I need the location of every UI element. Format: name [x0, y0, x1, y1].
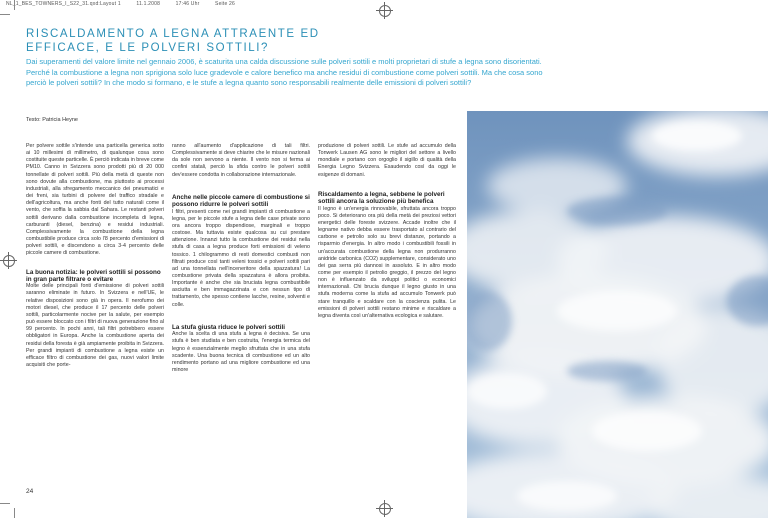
- print-slug: [6, 1, 249, 7]
- article-title: RISCALDAMENTO A LEGNA ATTRAENTE ED EFFICACE, E LE POLVERI SOTTILI?: [26, 28, 320, 54]
- paragraph: Per polvere sottile s'intende una particella generica sotto ai 10 millesimi di millimetro, di qualunque cosa sono costituite queste particelle. È perciò indicata in breve come PM10. Canno in Svizzera sono prodotti più di 20 000 tonnellate di polveri sottili. Più della metà di queste non sono dovute alla combustione, ma piuttosto ai processi industriali, alla sfregamento meccanico dei pneumatici e dei freni, sia turbini di polvere del traffico stradale e dell'agricoltura, ma anche fonti del tutto naturali come il vento, che soffia la sabbia dal Sahara. Le restanti polveri sottili derivano dalla combustione incompleta di legna, carburanti (diesel, benzina) e residui industriali. Complessivamente la combustione della legna combustibile produce circa solo l'8 percento d'emissioni di polveri sottili, e discendono a circa 3-4 percento delle piccole camere di combustione.: [26, 143, 164, 257]
- paragraph: ranno all'aumento d'applicazione di tali filtri. Complessivamente si deve chiarire che le misure nazionali da sole non servono a niente. Il vento non si ferma ai confini statali, perciò la sfida contro le polveri sottili dev'essere condotta in collaborazione internazionale.: [172, 143, 310, 178]
- slug-page: Seite 26: [215, 1, 235, 7]
- subheading: La buona notizia: le polveri sottili si possono in gran parte filtrare o evitare: [26, 268, 161, 283]
- cloud-image: [467, 111, 768, 518]
- slug-date: 11.1.2008: [136, 1, 161, 7]
- page-number: 24: [26, 488, 34, 495]
- paragraph: I filtri, presenti come nei grandi impianti di combustione a legna, per le piccole stufe a legna delle case private sono ora ancora troppo dispendiose, marginali e troppo costose. Ma tuttavia esiste qualcosa su cui prestare attenzione. Innanzi tutto la combustione dei residui nella stufa di casa a legna produce forti emissioni di veleno tossico. 1 chilogrammo di resti domestici combusti non filtrati produce così tanti veleni tossici e polveri sottili pari ad una tonnellata nell'inceneritore della spazzatura! La combustione privata della spazzatura è allora proibita. Importante è anche che sia bruciata legna combustibile asciutta e ben immagazzinata e con nessun tipo di trattamento, che spesso contiene lacche, resine, solventi e colle.: [172, 208, 310, 308]
- crop-mark: [14, 0, 16, 10]
- byline: Testo: Patricia Heyne: [26, 117, 78, 123]
- registration-mark-icon: [3, 255, 15, 267]
- registration-mark-icon: [379, 5, 391, 17]
- crop-mark: [0, 14, 10, 16]
- cloud-sky-photo: [467, 111, 768, 518]
- slug-file: NL_1_BES_TOWNERS_I_S22_31.qxd:Layout 1: [6, 1, 121, 7]
- paragraph: produzione di polveri sottili. Le stufe ad accumulo della Tonwerk Lausen AG sono le migliori del settore a livello mondiale e portano con orgoglio il sigillo di qualità della Energia Legno Svizzera. Esaudendo così da oggi le esigenze di domani.: [318, 143, 456, 178]
- crop-mark: [0, 503, 10, 505]
- crop-mark: [14, 508, 16, 518]
- subheading: Riscaldamento a legna, sebbene le polveri sottili ancora la soluzione più benefica: [318, 190, 445, 206]
- subheading: La stufa giusta riduce le polveri sottili: [172, 323, 286, 331]
- text-column-2: [172, 143, 310, 374]
- paragraph: Anche la scelta di una stufa a legna è decisiva. Se una stufa è ben studiata e ben costruita, l'energia termica del legno è essenzialmente meglio sfruttata che in una stufa scadente. Una buona tecnica di combustione ed un alto rendimento portano ad una migliore combustione ed una minore: [172, 331, 310, 373]
- paragraph: Il legno è un'energia rinnovabile, sfruttata ancora troppo poco. Si deteriorano ora più della metà dei preziosi vettori energetici delle foreste svizzere. Accade inoltre che il legname nativo debba essere trasportato al contrario del carbone e petrolio solo su brevi distanze, portando a risparmio d'energia. In altro modo i combustibili fossili in un'accurata combustione della legna non produrranno anidride carbonica (CO2) supplementare, considerato uno dei gas serra più dannosi in assoluto. E in altro modo come per esempio il petrolio greggio, il prezzo del legno non è influenzato da sviluppi politici o economici internazionali. Chi brucia dunque il legno giusto in una stufa moderna come la stufa ad accumulo Tonwerk può stare tranquillo e scaldare con la coscienza pulita. Le emissioni di polveri sottili restano minime e riscaldare a legna diventa così un'alternativa ecologica e salutare.: [318, 205, 456, 319]
- slug-time: 17:46 Uhr: [175, 1, 200, 7]
- article-lead: Dai superamenti del valore limite nel gennaio 2006, è scaturita una calda discussione sulle polveri sottili e molti proprietari di stufe a legna sono disorientati. Perché la combustione a legna non sprigiona solo luce gradevole e calore benefico ma anche residui di combustione come polveri sottili. Ma che cosa sono perciò le polveri sottili? In che modo si formano, e le stufe a legna quanto sono responsabili realmente delle emissioni di polveri sottili?: [26, 57, 543, 88]
- text-column-3: [318, 143, 456, 320]
- paragraph: Molte delle principali fonti d'emissione di polveri sottili saranno eliminate in futuro. In Svizzera e nell'UE, le relative disposizioni sono già in opera. Il nerofumo dei motori diesel, che produce il 17 percento delle polveri sottili, particolarmente nocive per la salute, per esempio può essere bloccato con i filtri di nuova generazione fino al 99 percento. In pochi anni, tali filtri potrebbero essere obbligatori in Europa. Anche la combustione aperta dei residui della foresta è già ampiamente proibita in Svizzera. Per grandi impianti di combustione a legna esiste un efficace filtro di combustione dei gas, nuovi valori limite acquisiti che porte-: [26, 283, 164, 369]
- registration-mark-icon: [379, 503, 391, 515]
- subheading: Anche nelle piccole camere di combustione si possono ridurre le polveri sottili: [172, 193, 310, 209]
- text-column-1: [26, 143, 164, 369]
